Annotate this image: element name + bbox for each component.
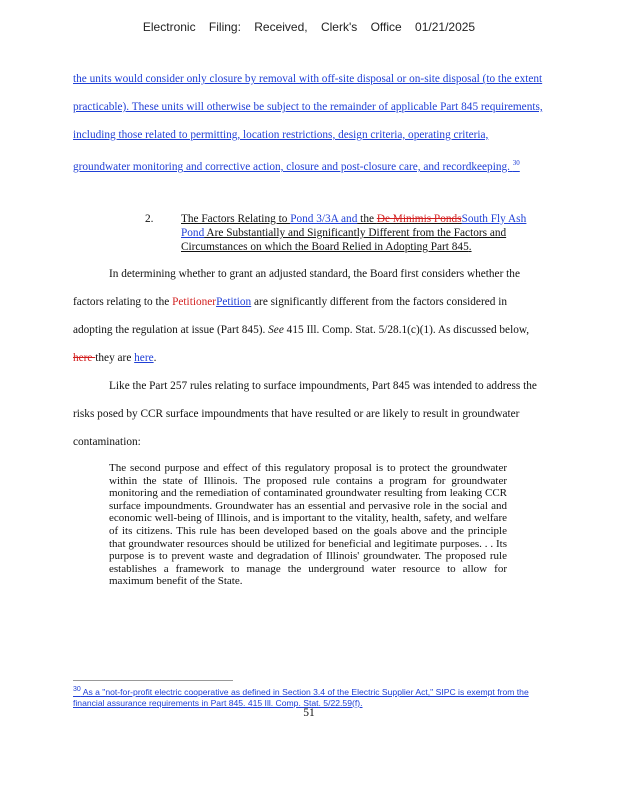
footnote-text: As a "not-for-profit electric cooperative as defined in Section 3.4 of the Electric Supplier Act," SIPC is exempt from the financial assurance requirements in Part 845. 415 Ill. Comp. Stat. 5/22.59(f). xyxy=(73,686,529,708)
heading-deletion: De Minimis Ponds xyxy=(376,213,462,225)
heading-text: The Factors Relating to Pond 3/3A and the De Minimis PondsSouth Fly Ash Pond Are Substantially and Significantly Different from the Factors and Circumstances on which the Board Relied in Adopting Part 845. xyxy=(181,213,527,253)
block-quote: The second purpose and effect of this regulatory proposal is to protect the groundwater within the state of Illinois. The proposed rule contains a program for groundwater monitoring and the remediation of contaminated groundwater resulting from leaking CCR surface impoundments. Groundwater has an essential and pervasive role in the social and economic well-being of Illinois, and is important to the vitality, health, safety, and welfare of its citizens. This rule has been developed based on the goals above and the principle that groundwater resources should be utilized for beneficial and legitimate purposes. . . Its purpose is to prevent waste and degradation of Illinois' groundwater. The proposed rule establishes a framework to manage the underground water resource to allow for maximum benefit of the State. xyxy=(109,462,507,588)
deleted-word-here: here xyxy=(73,352,96,364)
citation-signal: See xyxy=(268,324,284,336)
inserted-text-block xyxy=(73,65,545,181)
filing-stamp-header: Electronic Filing: Received, Clerk's Office 01/21/2025 xyxy=(142,20,476,34)
footnote-number: 30 xyxy=(73,686,81,693)
heading-insertion-1: Pond 3/3A and xyxy=(290,213,358,225)
paragraph-part-257: Like the Part 257 rules relating to surface impoundments, Part 845 was intended to address the risks posed by CCR surface impoundments that have resulted or are likely to result in groundwater contamination: xyxy=(73,380,537,448)
deleted-word-petitioner: Petitioner xyxy=(172,296,217,308)
paragraph-factors: In determining whether to grant an adjusted standard, the Board first considers whether the factors relating to the PetitionerPetition are significantly different from the factors considered in adopting the regulation at issue (Part 845). See 415 Ill. Comp. Stat. 5/28.1(c)(1). As discussed below, here they are here. xyxy=(73,268,530,364)
footnote-reference[interactable]: 30 xyxy=(512,159,520,167)
footnote xyxy=(73,684,545,709)
inserted-text: the units would consider only closure by removal with off-site disposal or on-site disposal (to the extent practicable). These units will otherwise be subject to the remainder of applicable Part 845 requirements, including those related to permitting, location restrictions, design criteria, operating criteria, groundwater monitoring and corrective action, closure and post-closure care, and recordkeeping. xyxy=(73,73,543,173)
inserted-word-here: here xyxy=(134,352,154,364)
heading-insertion-2: South Fly Ash Pond xyxy=(181,213,527,239)
inserted-word-petition: Petition xyxy=(216,296,252,308)
heading-number: 2. xyxy=(145,213,154,225)
footnote-divider xyxy=(73,680,233,681)
page-number: 51 xyxy=(303,707,315,719)
